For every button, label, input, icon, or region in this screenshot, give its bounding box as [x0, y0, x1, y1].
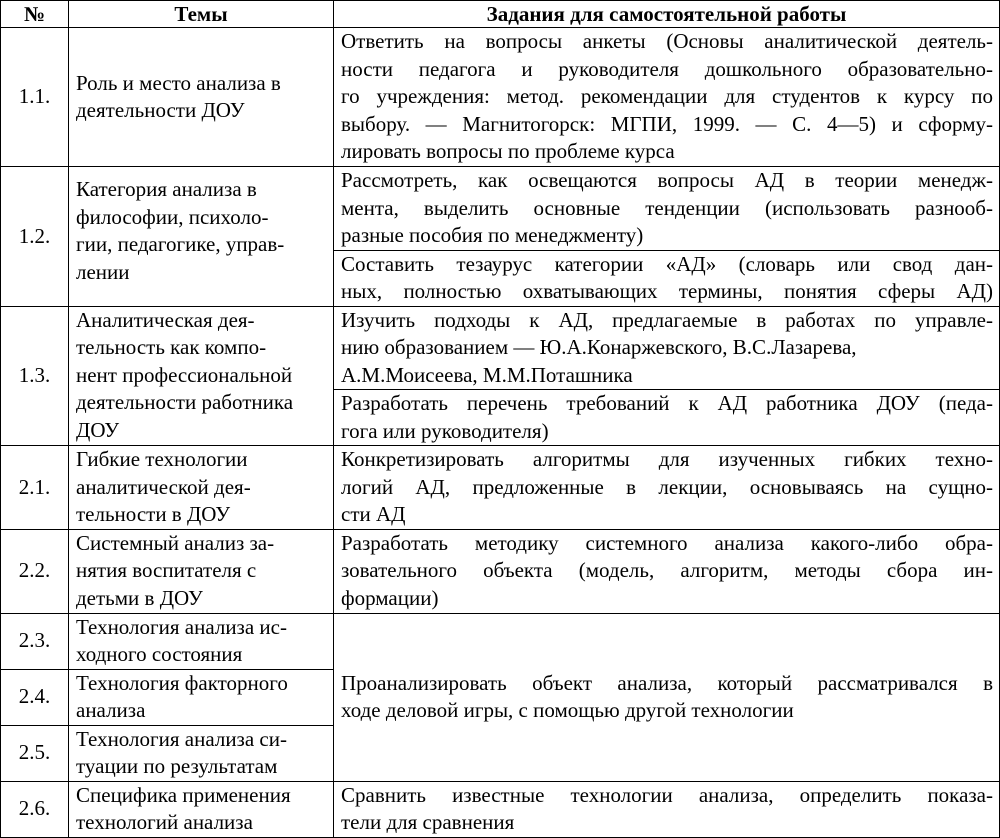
topic-line: технологий анализа	[76, 810, 253, 834]
table-row	[1, 529, 1000, 613]
header-row	[1, 1, 1000, 28]
topic-line: ходного состояния	[76, 642, 243, 666]
topic-line: анализа	[76, 698, 146, 722]
task-line: лировать вопросы по проблеме курса	[341, 139, 675, 163]
topic-line: Специфика применения	[76, 782, 291, 807]
topic-line: деятельности работника	[76, 390, 294, 414]
row-number: 1.2.	[1, 167, 69, 307]
task-line: ходе деловой игры, с помощью другой технологии	[341, 698, 794, 722]
task-line: разные пособия по менеджменту)	[341, 223, 644, 247]
topic-line: аналитической дея-	[76, 474, 251, 499]
table-row	[1, 781, 1000, 837]
topic-line: Системный анализ за-	[76, 530, 275, 555]
topic-line: Аналитическая дея-	[76, 307, 255, 332]
task-line: нию образованием — Ю.А.Конаржевского, В.С.Лазарева,	[341, 335, 857, 359]
topic-cell	[69, 529, 334, 613]
task-cell	[334, 28, 1000, 167]
task-line: зовательного объекта (модель, алгоритм, методы сбора ин-	[341, 558, 993, 582]
row-number: 1.3.	[1, 306, 69, 446]
topic-line: ДОУ	[76, 417, 120, 442]
task-line: Разработать методику системного анализа какого-либо обра-	[341, 530, 993, 555]
topic-line: философии, психоло-	[76, 204, 269, 229]
topic-line: Роль и место анализа в	[76, 70, 281, 95]
task-cell	[334, 613, 1000, 781]
topic-cell	[69, 167, 334, 307]
header-num: №	[1, 1, 69, 28]
topic-line: тельности в ДОУ	[76, 502, 231, 526]
topic-cell	[69, 725, 334, 781]
row-number: 2.5.	[1, 725, 69, 781]
task-cell	[334, 446, 1000, 530]
topic-cell	[69, 781, 334, 837]
task-line: Проанализировать объект анализа, который рассматривался в	[341, 670, 993, 695]
topic-cell	[69, 306, 334, 446]
task-line: ных, полностью охватывающих термины, понятия сферы АД)	[341, 279, 993, 303]
table-row	[1, 446, 1000, 530]
task-line: го учреждения: метод. рекомендации для студентов к курсу по	[341, 84, 993, 108]
row-number: 1.1.	[1, 28, 69, 167]
task-line: формации)	[341, 585, 439, 610]
table-row	[1, 306, 1000, 390]
task-line: Разработать перечень требований к АД работника ДОУ (педа-	[341, 391, 993, 415]
task-line: выбору. — Магнитогорск: МГПИ, 1999. — С. 4—5) и сформу-	[341, 111, 993, 136]
task-line: Конкретизировать алгоритмы для изученных гибких техно-	[341, 447, 993, 471]
task-line: Сравнить известные технологии анализа, определить показа-	[341, 782, 993, 807]
row-number: 2.1.	[1, 446, 69, 530]
task-line: тели для сравнения	[341, 810, 515, 834]
task-cell	[334, 250, 1000, 306]
topic-line: туации по результатам	[76, 754, 278, 778]
task-cell	[334, 390, 1000, 446]
task-cell	[334, 781, 1000, 837]
topic-line: Гибкие технологии	[76, 447, 248, 471]
header-tasks: Задания для самостоятельной работы	[334, 1, 1000, 28]
task-line: логий АД, предложенные в лекции, основываясь на сущно-	[341, 474, 993, 499]
topic-line: Технология анализа си-	[76, 726, 287, 751]
topic-line: Технология факторного	[76, 670, 288, 695]
table-row	[1, 613, 1000, 669]
topic-cell	[69, 446, 334, 530]
task-line: Рассмотреть, как освещаются вопросы АД в теории менедж-	[341, 168, 993, 192]
topic-line: тельность как компо-	[76, 335, 267, 359]
task-cell	[334, 167, 1000, 251]
topic-line: лении	[76, 259, 130, 284]
task-line: Ответить на вопросы анкеты (Основы аналитической деятель-	[341, 29, 993, 53]
topic-cell	[69, 613, 334, 669]
row-number: 2.6.	[1, 781, 69, 837]
row-number: 2.3.	[1, 613, 69, 669]
topic-line: гии, педагогике, управ-	[76, 232, 285, 256]
task-line: Составить тезаурус категории «АД» (словарь или свод дан-	[341, 251, 993, 276]
task-line: сти АД	[341, 502, 406, 526]
topic-line: нятия воспитателя с	[76, 558, 257, 582]
topic-line: Технология анализа ис-	[76, 614, 287, 639]
row-number: 2.2.	[1, 529, 69, 613]
task-line: гога или руководителя)	[341, 418, 549, 443]
topic-line: деятельности ДОУ	[76, 98, 245, 122]
task-cell	[334, 529, 1000, 613]
task-cell	[334, 306, 1000, 390]
topic-line: детьми в ДОУ	[76, 585, 203, 610]
table-row	[1, 167, 1000, 251]
row-number: 2.4.	[1, 669, 69, 725]
topic-cell	[69, 28, 334, 167]
task-line: мента, выделить основные тенденции (использовать разнооб-	[341, 195, 993, 220]
topic-line: Категория анализа в	[76, 177, 257, 201]
task-line: ности педагога и руководителя дошкольного образовательно-	[341, 56, 993, 81]
header-topics: Темы	[69, 1, 334, 28]
task-line: Изучить подходы к АД, предлагаемые в работах по управле-	[341, 307, 993, 332]
topic-line: нент профессиональной	[76, 362, 293, 387]
table-row	[1, 28, 1000, 167]
task-line: А.М.Моисеева, М.М.Поташника	[341, 362, 633, 387]
topic-cell	[69, 669, 334, 725]
